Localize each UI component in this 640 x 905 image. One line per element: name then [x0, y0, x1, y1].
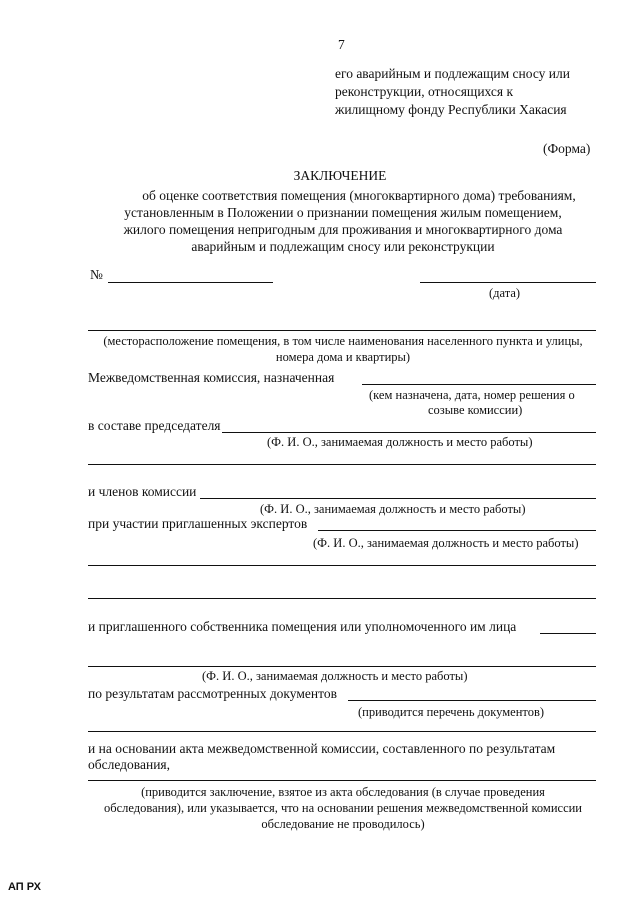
experts-label: при участии приглашенных экспертов: [88, 516, 308, 531]
subtitle-line-2: установленным в Положении о признании помещения жилым помещением,: [124, 205, 562, 220]
owner-field-line: [540, 633, 596, 634]
subtitle-line-1: об оценке соответствия помещения (многоквартирного дома) требованиям,: [142, 188, 576, 203]
form-label: (Форма): [543, 141, 591, 156]
experts-hint: (Ф. И. О., занимаемая должность и место работы): [313, 536, 579, 550]
commission-field-line: [362, 384, 596, 385]
members-hint: (Ф. И. О., занимаемая должность и место работы): [260, 502, 526, 516]
header-note-line-3: жилищному фонду Республики Хакасия: [335, 102, 567, 117]
date-hint: (дата): [489, 286, 521, 300]
act-label-line-1: и на основании акта межведомственной комиссии, составленного по результатам: [88, 741, 556, 756]
document-title: ЗАКЛЮЧЕНИЕ: [293, 168, 387, 183]
experts-extra-line-1: [88, 565, 596, 566]
number-label: №: [90, 267, 103, 282]
chairman-field-line: [222, 432, 596, 433]
act-label-line-2: обследования,: [88, 757, 171, 772]
owner-hint: (Ф. И. О., занимаемая должность и место работы): [202, 669, 468, 683]
page-number: 7: [338, 37, 345, 52]
documents-label: по результатам рассмотренных документов: [88, 686, 337, 701]
number-field-line: [108, 282, 273, 283]
chairman-label: в составе председателя: [88, 418, 221, 433]
experts-extra-line-2: [88, 598, 596, 599]
experts-field-line: [318, 530, 596, 531]
conclusion-hint-line-3: обследование не проводилось): [261, 817, 425, 831]
location-hint-line-1: (месторасположение помещения, в том числе наименования населенного пункта и улицы,: [103, 334, 583, 348]
footer-mark: АП РХ: [8, 881, 42, 893]
conclusion-hint-line-1: (приводится заключение, взятое из акта обследования (в случае проведения: [141, 785, 545, 799]
chairman-extra-line: [88, 464, 596, 465]
conclusion-field-line: [88, 780, 596, 781]
date-field-line: [420, 282, 596, 283]
chairman-hint: (Ф. И. О., занимаемая должность и место работы): [267, 435, 533, 449]
documents-field-line: [348, 700, 596, 701]
commission-hint-line-2: созыве комиссии): [428, 403, 523, 417]
subtitle-line-4: аварийным и подлежащим сносу или реконструкции: [191, 239, 495, 254]
members-label: и членов комиссии: [88, 484, 197, 499]
conclusion-hint-line-2: обследования), или указывается, что на основании решения межведомственной комиссии: [104, 801, 582, 815]
commission-hint-line-1: (кем назначена, дата, номер решения о: [369, 388, 575, 402]
location-hint-line-2: номера дома и квартиры): [275, 350, 411, 364]
members-field-line: [200, 498, 596, 499]
header-note-line-2: реконструкции, относящихся к: [335, 84, 514, 99]
owner-extra-line: [88, 666, 596, 667]
owner-label: и приглашенного собственника помещения или уполномоченного им лица: [88, 619, 517, 634]
subtitle-line-3: жилого помещения непригодным для проживания и многоквартирного дома: [123, 222, 563, 237]
documents-hint: (приводится перечень документов): [358, 705, 545, 719]
commission-label: Межведомственная комиссия, назначенная: [88, 370, 335, 385]
documents-extra-line: [88, 731, 596, 732]
location-field-line: [88, 330, 596, 331]
header-note-line-1: его аварийным и подлежащим сносу или: [335, 66, 570, 81]
